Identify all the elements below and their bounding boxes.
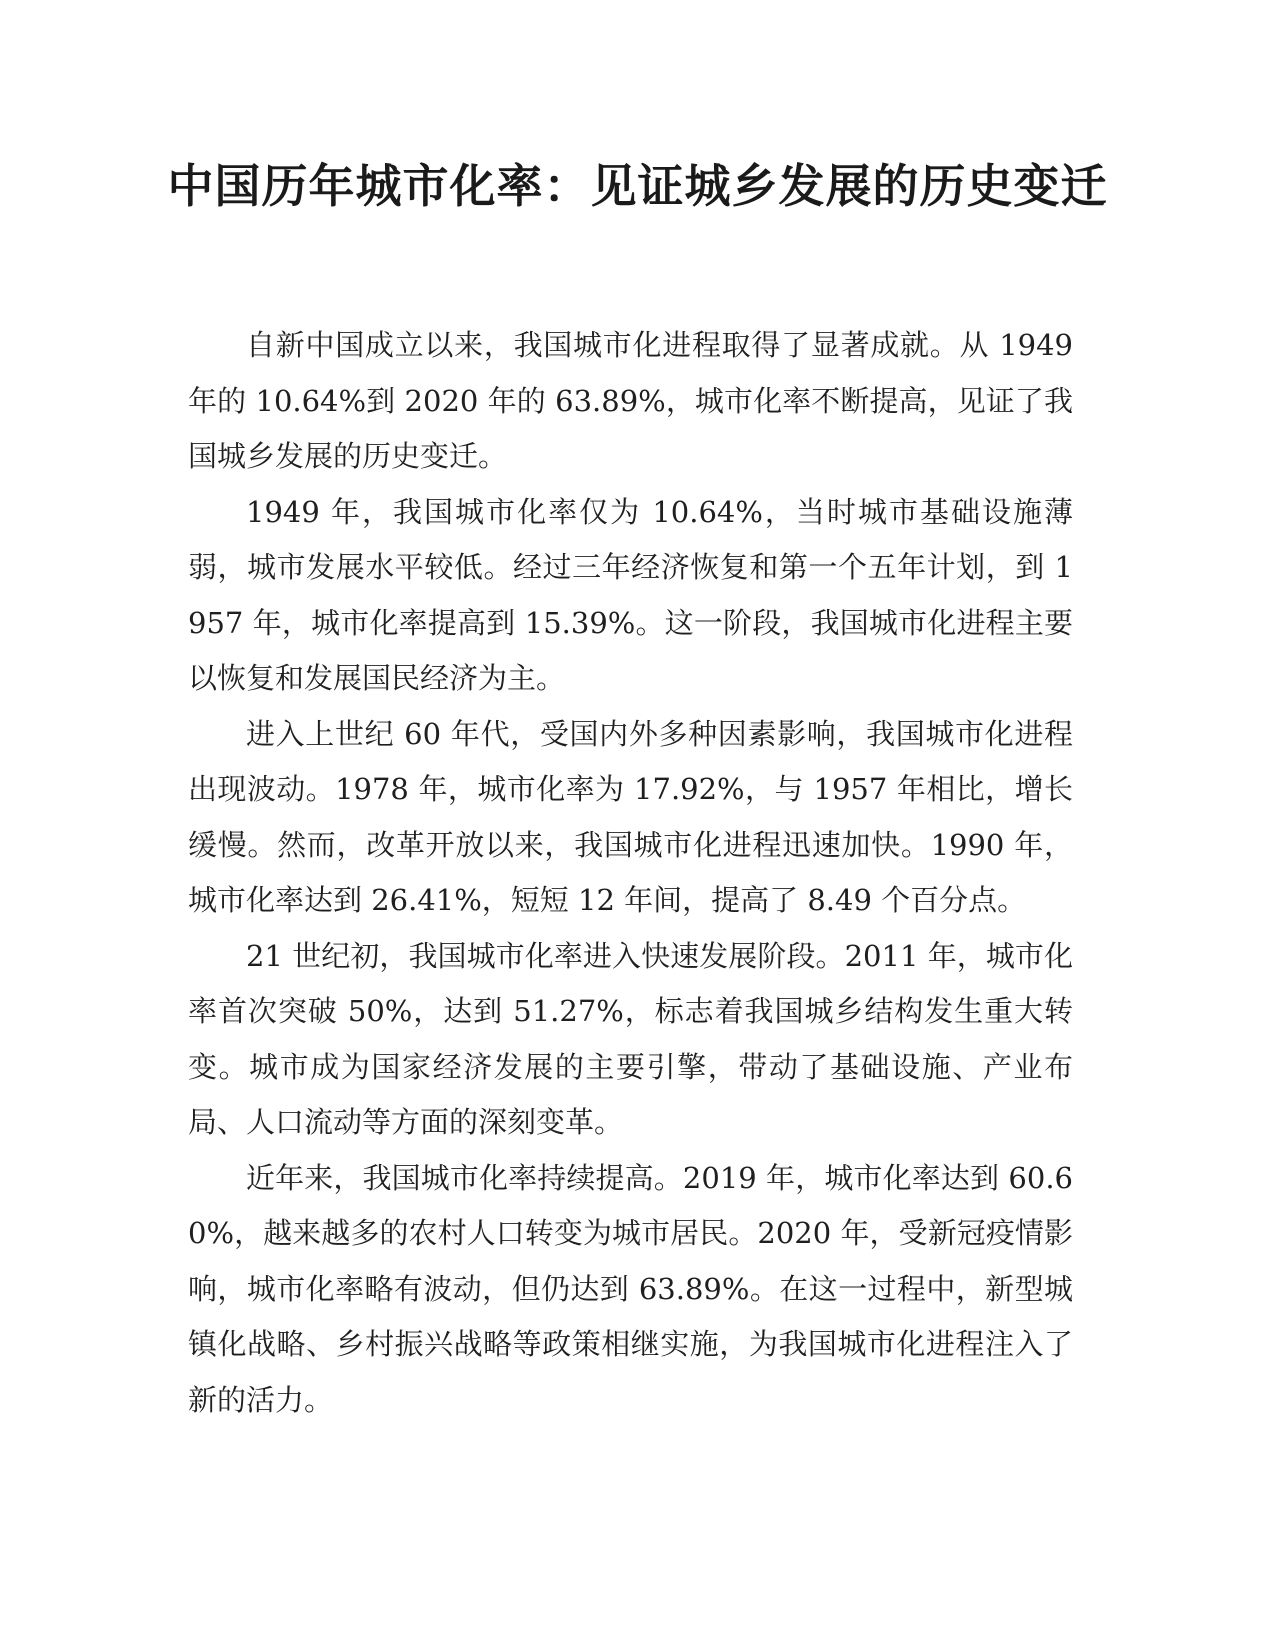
paragraph: 21 世纪初，我国城市化率进入快速发展阶段。2011 年，城市化率首次突破 50%，达到 51.27%，标志着我国城乡结构发生重大转变。城市成为国家经济发展的主要引擎，带动了基础设施、产业布局、人口流动等方面的深刻变革。 (188, 938, 1073, 1139)
document-body (188, 318, 1073, 1428)
document-title: 中国历年城市化率：见证城乡发展的历史变迁 (167, 159, 1108, 213)
paragraph: 自新中国成立以来，我国城市化进程取得了显著成就。从 1949 年的 10.64%到 2020 年的 63.89%，城市化率不断提高，见证了我国城乡发展的历史变迁。 (188, 328, 1073, 473)
paragraph: 1949 年，我国城市化率仅为 10.64%，当时城市基础设施薄弱，城市发展水平较低。经过三年经济恢复和第一个五年计划，到 1957 年，城市化率提高到 15.39%。这一阶段，我国城市化进程主要以恢复和发展国民经济为主。 (188, 494, 1073, 695)
paragraph: 近年来，我国城市化率持续提高。2019 年，城市化率达到 60.60%，越来越多的农村人口转变为城市居民。2020 年，受新冠疫情影响，城市化率略有波动，但仍达到 63.89%。在这一过程中，新型城镇化战略、乡村振兴战略等政策相继实施，为我国城市化进程注入了新的活力。 (188, 1160, 1073, 1417)
paragraph: 进入上世纪 60 年代，受国内外多种因素影响，我国城市化进程出现波动。1978 年，城市化率为 17.92%，与 1957 年相比，增长缓慢。然而，改革开放以来，我国城市化进程迅速加快。1990 年，城市化率达到 26.41%，短短 12 年间，提高了 8.49 个百分点。 (188, 716, 1073, 917)
